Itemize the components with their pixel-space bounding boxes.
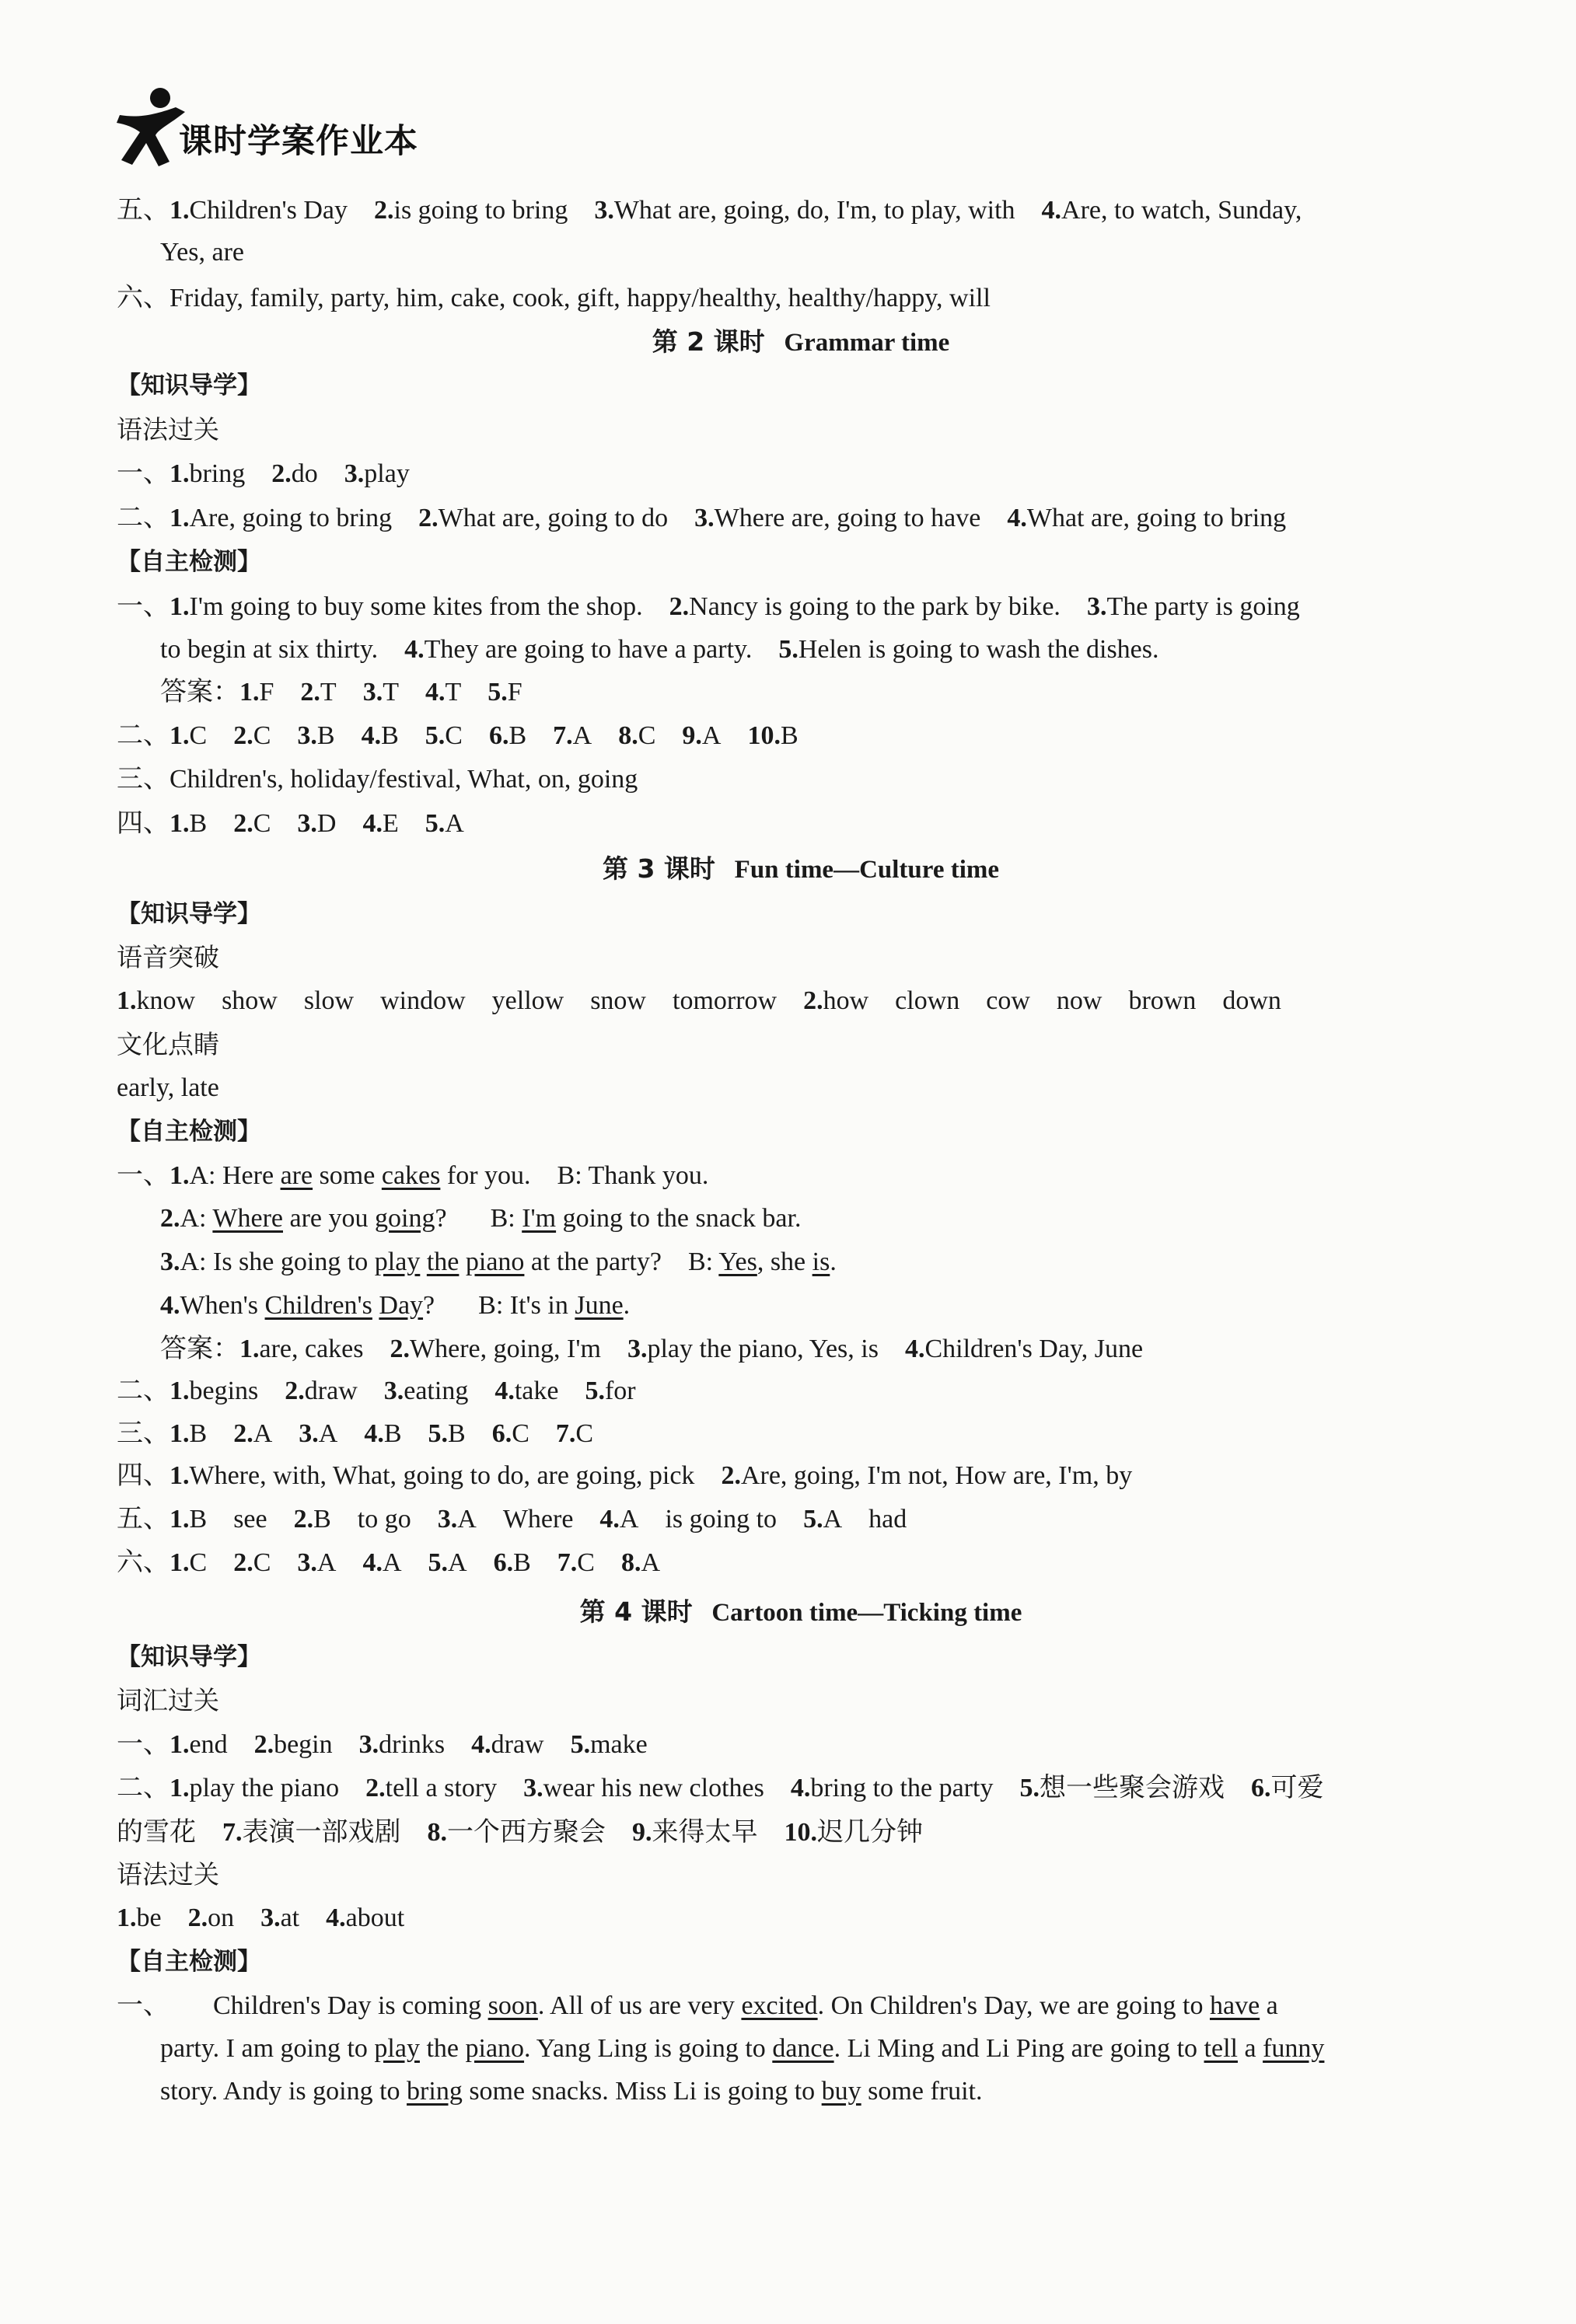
subsection-label: 语法过关 xyxy=(117,1859,219,1890)
answer-line: 五、1.Children's Day 2.is going to bring 3.What are, going, do, I'm, to play, with 4.Are, to watch, Sunday, xyxy=(117,194,1302,225)
dialogue-line: 4.When's Children's Day? B: It's in June. xyxy=(160,1291,631,1320)
lesson-title: 第 3 课时 Fun time—Culture time xyxy=(602,853,1000,884)
section-label: 【知识导学】 xyxy=(117,372,261,400)
answer-line: Yes, are xyxy=(160,238,244,267)
answer-line: early, late xyxy=(117,1073,219,1102)
section-label: 【自主检测】 xyxy=(117,548,261,576)
running-figure-logo-icon xyxy=(115,84,189,169)
answer-line: 二、1.C 2.C 3.B 4.B 5.C 6.B 7.A 8.C 9.A 10.B xyxy=(117,720,798,751)
passage-line: party. I am going to play the piano. Yang Ling is going to dance. Li Ming and Li Ping are going to tell a funny xyxy=(160,2034,1325,2063)
answer-line: 1.know show slow window yellow snow tomorrow 2.how clown cow now brown down xyxy=(117,986,1281,1015)
answer-line: 的雪花 7.表演一部戏剧 8.一个西方聚会 9.来得太早 10.迟几分钟 xyxy=(117,1816,923,1848)
answer-line: 三、1.B 2.A 3.A 4.B 5.B 6.C 7.C xyxy=(117,1418,594,1449)
answer-line: 四、1.Where, with, What, going to do, are going, pick 2.Are, going, I'm not, How are, I'm, by xyxy=(117,1460,1133,1491)
section-label: 【知识导学】 xyxy=(117,1643,261,1671)
answer-line: 一、1.end 2.begin 3.drinks 4.draw 5.make xyxy=(117,1729,648,1760)
section-label: 【自主检测】 xyxy=(117,1948,261,1976)
answer-line: 四、1.B 2.C 3.D 4.E 5.A xyxy=(117,808,464,839)
dialogue-line: 2.A: Where are you going? B: I'm going to the snack bar. xyxy=(160,1204,802,1233)
header-title: 课时学案作业本 xyxy=(179,122,418,161)
passage-line: story. Andy is going to bring some snacks. Miss Li is going to buy some fruit. xyxy=(160,2077,983,2106)
dialogue-line: 一、1.A: Here are some cakes for you. B: Thank you. xyxy=(117,1160,709,1191)
answer-line: 五、1.B see 2.B to go 3.A Where 4.A is going to 5.A had xyxy=(117,1503,907,1534)
subsection-label: 语法过关 xyxy=(117,414,219,445)
answer-line: 二、1.Are, going to bring 2.What are, going to do 3.Where are, going to have 4.What are, going to bring xyxy=(117,502,1287,533)
subsection-label: 语音突破 xyxy=(117,942,219,972)
answer-line: 六、1.C 2.C 3.A 4.A 5.A 6.B 7.C 8.A xyxy=(117,1547,660,1578)
answer-line: 答案：1.F 2.T 3.T 4.T 5.F xyxy=(160,676,522,707)
answer-line: 二、1.begins 2.draw 3.eating 4.take 5.for xyxy=(117,1375,636,1406)
answer-line: 1.be 2.on 3.at 4.about xyxy=(117,1904,405,1932)
dialogue-line: 3.A: Is she going to play the piano at the party? B: Yes, she is. xyxy=(160,1247,837,1276)
answer-line: 三、Children's, holiday/festival, What, on, going xyxy=(117,763,638,794)
section-label: 【自主检测】 xyxy=(117,1118,261,1146)
section-label: 【知识导学】 xyxy=(117,900,261,928)
lesson-title: 第 2 课时 Grammar time xyxy=(652,326,950,357)
answer-line: 一、1.I'm going to buy some kites from the shop. 2.Nancy is going to the park by bike. 3.The party is going xyxy=(117,591,1300,622)
answer-line: 答案：1.are, cakes 2.Where, going, I'm 3.play the piano, Yes, is 4.Children's Day, June xyxy=(160,1333,1144,1364)
subsection-label: 文化点睛 xyxy=(117,1029,219,1059)
lesson-title: 第 4 课时 Cartoon time—Ticking time xyxy=(579,1596,1022,1627)
answer-line: 一、1.bring 2.do 3.play xyxy=(117,458,410,489)
subsection-label: 词汇过关 xyxy=(117,1685,219,1715)
answer-line: 二、1.play the piano 2.tell a story 3.wear his new clothes 4.bring to the party 5.想一些聚会游戏 6.可爱 xyxy=(117,1772,1324,1803)
answer-line: to begin at six thirty. 4.They are going to have a party. 5.Helen is going to wash the dishes. xyxy=(160,635,1159,664)
page-header xyxy=(115,84,582,177)
passage-line: 一、 Children's Day is coming soon. All of us are very excited. On Children's Day, we are going to have a xyxy=(117,1990,1278,2021)
answer-line: 六、Friday, family, party, him, cake, cook, gift, happy/healthy, healthy/happy, will xyxy=(117,282,991,313)
